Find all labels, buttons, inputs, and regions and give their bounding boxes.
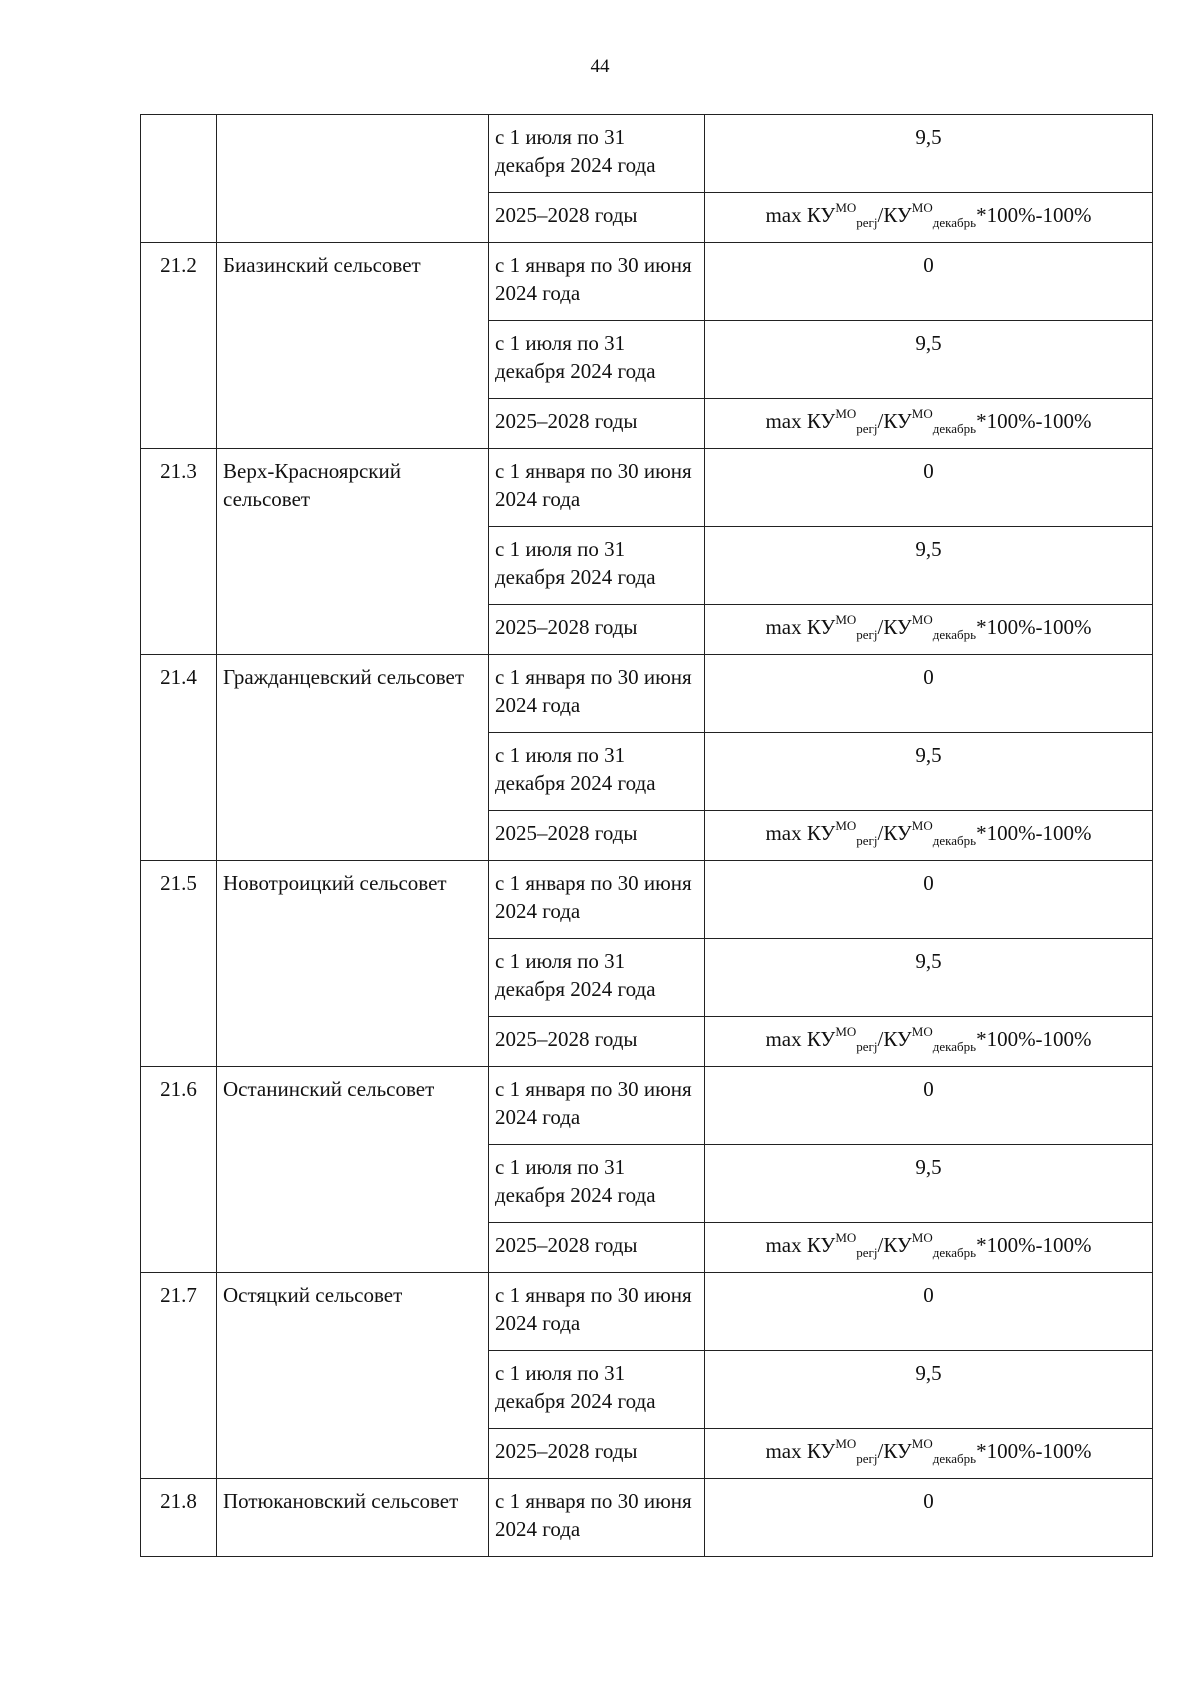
formula-sub: декабрь (932, 215, 977, 231)
formula-sup: МО (835, 1024, 857, 1039)
item-number: 21.7 (141, 1273, 217, 1479)
formula-prefix: max КУ (765, 1233, 836, 1257)
formula-mid: /КУ (877, 1027, 912, 1051)
formula-sub: регj (856, 1039, 878, 1055)
value-formula-cell (705, 193, 1153, 243)
formula-sub: декабрь (932, 833, 977, 849)
settlement-name: Верх-Красноярский сельсовет (217, 449, 489, 655)
formula-prefix: max КУ (765, 203, 836, 227)
settlement-name: Гражданцевский сельсовет (217, 655, 489, 861)
formula-suffix: *100%-100% (976, 615, 1092, 639)
table-row (141, 1479, 1153, 1557)
item-number: 21.6 (141, 1067, 217, 1273)
period-cell: 2025–2028 годы (489, 1223, 705, 1273)
period-cell: 2025–2028 годы (489, 1429, 705, 1479)
table-row (141, 1067, 1153, 1145)
period-cell: с 1 января по 30 июня 2024 года (489, 861, 705, 939)
formula-sup: МО (911, 612, 933, 627)
formula-suffix: *100%-100% (976, 409, 1092, 433)
formula-sup: МО (835, 406, 857, 421)
formula-sub: декабрь (932, 627, 977, 643)
table-row (141, 655, 1153, 733)
period-cell: 2025–2028 годы (489, 605, 705, 655)
formula-mid: /КУ (877, 203, 912, 227)
value-cell: 0 (705, 449, 1153, 527)
formula-sup: МО (911, 1024, 933, 1039)
period-cell: с 1 июля по 31 декабря 2024 года (489, 1351, 705, 1429)
settlement-name: Биазинский сельсовет (217, 243, 489, 449)
formula-suffix: *100%-100% (976, 821, 1092, 845)
formula-prefix: max КУ (765, 409, 836, 433)
formula-mid: /КУ (877, 1439, 912, 1463)
formula-sup: МО (911, 818, 933, 833)
formula-sub: регj (856, 1451, 878, 1467)
settlement-name (217, 115, 489, 243)
item-number: 21.5 (141, 861, 217, 1067)
formula-sub: регj (856, 421, 878, 437)
value-cell: 0 (705, 1273, 1153, 1351)
formula-sup: МО (911, 200, 933, 215)
value-cell: 0 (705, 1067, 1153, 1145)
formula-sup: МО (835, 612, 857, 627)
formula-mid: /КУ (877, 615, 912, 639)
period-cell: с 1 января по 30 июня 2024 года (489, 1067, 705, 1145)
item-number: 21.2 (141, 243, 217, 449)
formula-sup: МО (911, 406, 933, 421)
settlement-name: Потюкановский сельсовет (217, 1479, 489, 1557)
formula-sub: регj (856, 215, 878, 231)
value-cell: 9,5 (705, 115, 1153, 193)
table-row (141, 243, 1153, 321)
value-formula-cell (705, 399, 1153, 449)
period-cell: с 1 июля по 31 декабря 2024 года (489, 939, 705, 1017)
value-formula-cell (705, 811, 1153, 861)
item-number: 21.8 (141, 1479, 217, 1557)
formula-mid: /КУ (877, 409, 912, 433)
formula-mid: /КУ (877, 1233, 912, 1257)
value-cell: 9,5 (705, 939, 1153, 1017)
formula-prefix: max КУ (765, 1439, 836, 1463)
period-cell: с 1 июля по 31 декабря 2024 года (489, 527, 705, 605)
table-row (141, 449, 1153, 527)
settlement-name: Новотроицкий сельсовет (217, 861, 489, 1067)
formula-sub: регj (856, 1245, 878, 1261)
formula-mid: /КУ (877, 821, 912, 845)
value-formula-cell (705, 1017, 1153, 1067)
period-cell: с 1 января по 30 июня 2024 года (489, 449, 705, 527)
value-formula-cell (705, 1429, 1153, 1479)
value-formula-cell (705, 605, 1153, 655)
formula-sub: декабрь (932, 1451, 977, 1467)
formula-sup: МО (835, 200, 857, 215)
period-cell: 2025–2028 годы (489, 1017, 705, 1067)
period-cell: с 1 января по 30 июня 2024 года (489, 1273, 705, 1351)
tariff-table (140, 114, 1153, 1557)
period-cell: с 1 января по 30 июня 2024 года (489, 243, 705, 321)
value-cell: 0 (705, 243, 1153, 321)
formula-sup: МО (835, 1230, 857, 1245)
formula-sup: МО (835, 818, 857, 833)
formula-suffix: *100%-100% (976, 1233, 1092, 1257)
table-row (141, 115, 1153, 193)
value-cell: 9,5 (705, 733, 1153, 811)
formula-sup: МО (835, 1436, 857, 1451)
value-cell: 9,5 (705, 1351, 1153, 1429)
period-cell: с 1 июля по 31 декабря 2024 года (489, 321, 705, 399)
period-cell: с 1 июля по 31 декабря 2024 года (489, 115, 705, 193)
period-cell: 2025–2028 годы (489, 193, 705, 243)
period-cell: с 1 июля по 31 декабря 2024 года (489, 733, 705, 811)
formula-sub: регj (856, 833, 878, 849)
period-cell: с 1 января по 30 июня 2024 года (489, 655, 705, 733)
period-cell: с 1 января по 30 июня 2024 года (489, 1479, 705, 1557)
value-formula-cell (705, 1223, 1153, 1273)
formula-prefix: max КУ (765, 1027, 836, 1051)
page-number: 44 (590, 56, 610, 77)
period-cell: 2025–2028 годы (489, 399, 705, 449)
formula-sup: МО (911, 1436, 933, 1451)
formula-sub: декабрь (932, 421, 977, 437)
period-cell: с 1 июля по 31 декабря 2024 года (489, 1145, 705, 1223)
formula-sub: декабрь (932, 1039, 977, 1055)
item-number (141, 115, 217, 243)
value-cell: 9,5 (705, 321, 1153, 399)
formula-suffix: *100%-100% (976, 1027, 1092, 1051)
value-cell: 9,5 (705, 527, 1153, 605)
item-number: 21.4 (141, 655, 217, 861)
table-body (141, 115, 1153, 1557)
value-cell: 0 (705, 655, 1153, 733)
table-row (141, 861, 1153, 939)
item-number: 21.3 (141, 449, 217, 655)
formula-suffix: *100%-100% (976, 203, 1092, 227)
formula-sub: декабрь (932, 1245, 977, 1261)
table-row (141, 1273, 1153, 1351)
formula-sup: МО (911, 1230, 933, 1245)
formula-prefix: max КУ (765, 821, 836, 845)
period-cell: 2025–2028 годы (489, 811, 705, 861)
settlement-name: Остяцкий сельсовет (217, 1273, 489, 1479)
formula-sub: регj (856, 627, 878, 643)
formula-suffix: *100%-100% (976, 1439, 1092, 1463)
formula-prefix: max КУ (765, 615, 836, 639)
value-cell: 0 (705, 861, 1153, 939)
value-cell: 9,5 (705, 1145, 1153, 1223)
value-cell: 0 (705, 1479, 1153, 1557)
settlement-name: Останинский сельсовет (217, 1067, 489, 1273)
